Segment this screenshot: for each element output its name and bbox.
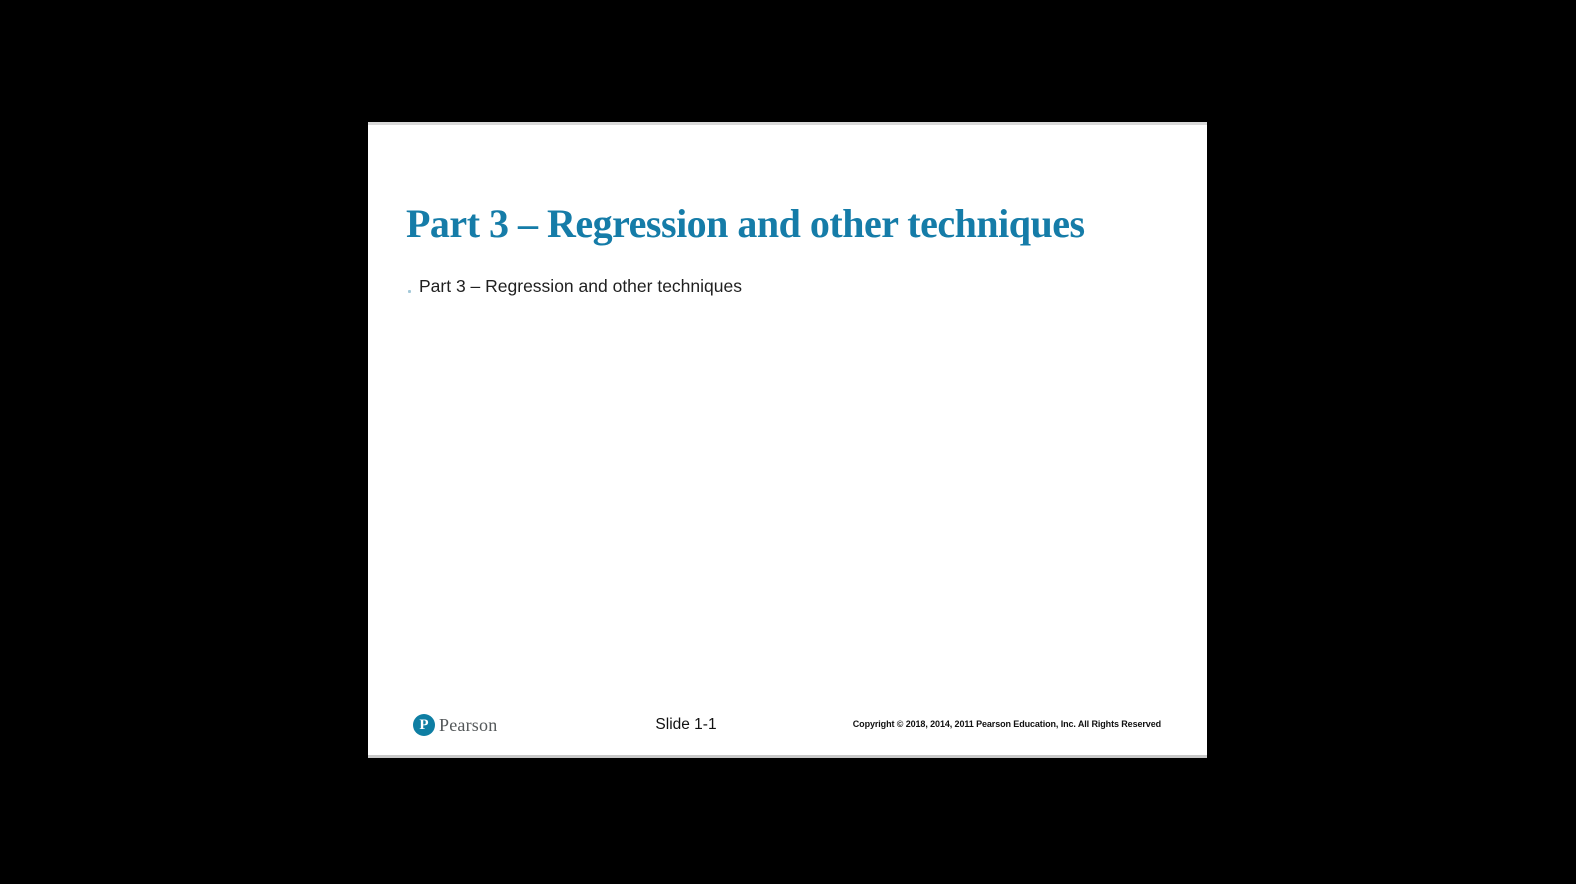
bullet-item (408, 276, 742, 296)
bullet-text: Part 3 – Regression and other techniques (419, 276, 742, 296)
slide-top-edge (368, 122, 1207, 125)
slide-number: Slide 1-1 (655, 716, 717, 733)
slide-canvas (368, 122, 1207, 758)
copyright-text: Copyright © 2018, 2014, 2011 Pearson Education, Inc. All Rights Reserved (852, 719, 1161, 729)
slide-bottom-edge (368, 755, 1207, 758)
slide-title: Part 3 – Regression and other techniques (406, 201, 1085, 246)
pearson-wordmark: Pearson (439, 714, 498, 735)
pearson-logo (413, 714, 497, 736)
bullet-marker (408, 290, 411, 293)
pearson-p-icon: P (413, 714, 435, 736)
